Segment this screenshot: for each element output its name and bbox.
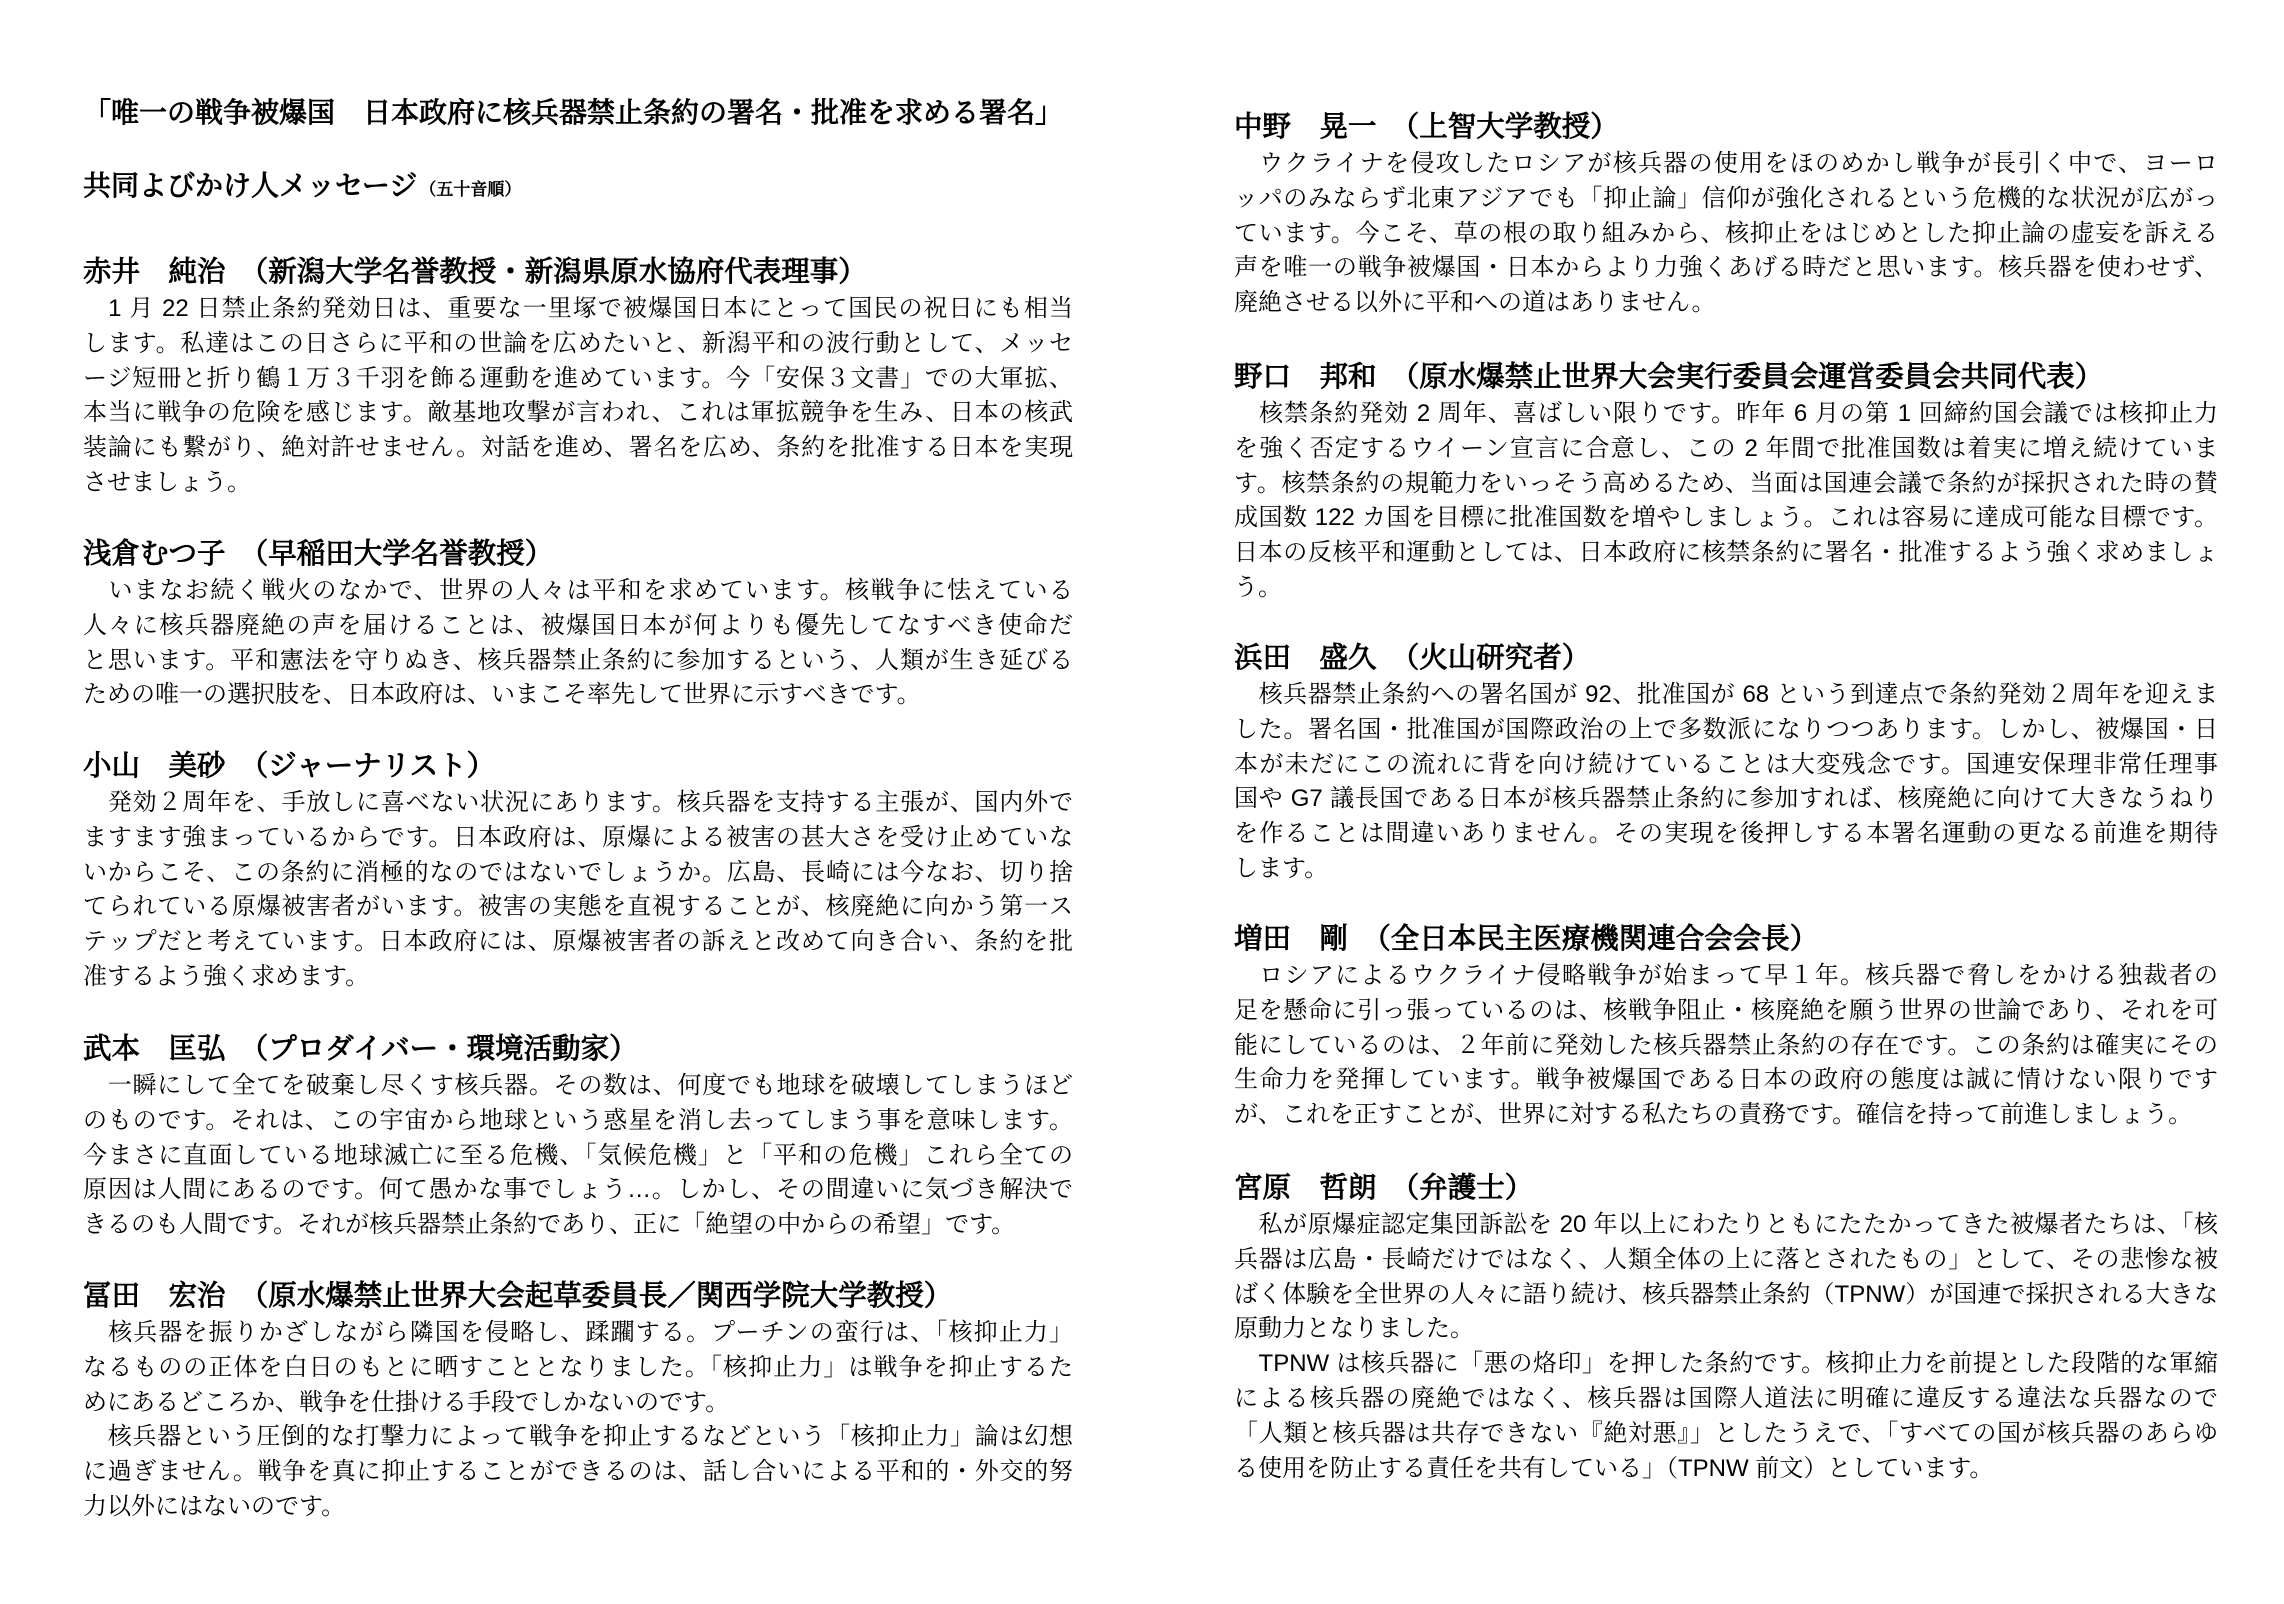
body-line: ための唯一の選択肢を、日本政府は、いまこそ率先して世界に示すべきです。 (83, 681, 921, 709)
body-line: 力以外にはないのです。 (83, 1492, 346, 1520)
body-line: 核兵器という圧倒的な打撃力によって戦争を抑止するなどという「核抑止力」論は幻想 (83, 1423, 1073, 1451)
body-line: 兵器は広島・長崎だけではなく、人類全体の上に落とされたもの」として、その悲惨な被 (1234, 1245, 2218, 1273)
signer-affiliation: （弁護士） (1390, 1172, 1534, 1204)
body-line: めにあるどころか、戦争を仕掛ける手段でしかないのです。 (83, 1388, 730, 1416)
body-line: テップだと考えています。日本政府には、原爆被害者の訴えと改めて向き合い、条約を批 (83, 928, 1073, 956)
body-line: きるのも人間です。それが核兵器禁止条約であり、正に「絶望の中からの希望」です。 (83, 1211, 1016, 1239)
body-line: いまなお続く戦火のなかで、世界の人々は平和を求めています。核戦争に怯えている (83, 577, 1073, 604)
entry-heading (83, 253, 1073, 292)
message-entry (83, 1277, 1073, 1525)
order-note: （五十音順） (419, 180, 522, 199)
body-line: させましょう。 (83, 468, 251, 496)
body-line: ますます強まっているからです。日本政府は、原爆による被害の甚大さを受け止めていな (83, 823, 1073, 851)
signer-name: 武本 匡弘 (83, 1033, 226, 1065)
entry-heading (1234, 1169, 2218, 1208)
entry-heading (1234, 639, 2218, 678)
body-line: う。 (1234, 573, 1282, 601)
body-line: 人々に核兵器廃絶の声を届けることは、被爆国日本が何よりも優先してなすべき使命だ (83, 611, 1073, 639)
entry-heading (1234, 358, 2218, 397)
body-line: を作ることは間違いありません。その実現を後押しする本署名運動の更なる前進を期待 (1234, 820, 2218, 848)
message-entry (1234, 1169, 2218, 1486)
signer-affiliation: （ジャーナリスト） (239, 750, 496, 782)
body-line: 核禁条約発効 2 周年、喜ばしい限りです。昨年 6 月の第 1 回締約国会議では核抑止力 (1234, 400, 2218, 427)
body-line: 国や G7 議長国である日本が核兵器禁止条約に参加すれば、核廃絶に向けて大きなうねり (1234, 785, 2218, 813)
subtitle-text: 共同よびかけ人メッセージ (83, 170, 418, 201)
body-line: 声を唯一の戦争被爆国・日本からより力強くあげる時だと思います。核兵器を使わせず、 (1234, 254, 2218, 282)
body-line: いからこそ、この条約に消極的なのではないでしょうか。広島、長崎には今なお、切り捨 (83, 858, 1073, 886)
body-line: と思います。平和憲法を守りぬき、核兵器禁止条約に参加するという、人類が生き延びる (83, 646, 1073, 674)
body-line: 原因は人間にあるのです。何て愚かな事でしょう…。しかし、その間違いに気づき解決で (83, 1176, 1073, 1204)
body-line: てられている原爆被害者がいます。被害の実態を直視することが、核廃絶に向かう第一ス (83, 893, 1073, 921)
body-line: す。核禁条約の規範力をいっそう高めるため、当面は国連会議で条約が採択された時の賛 (1234, 469, 2218, 497)
signer-affiliation: （新潟大学名誉教授・新潟県原水協府代表理事） (239, 256, 867, 288)
message-entry (83, 535, 1073, 713)
body-line: TPNW は核兵器に「悪の烙印」を押した条約です。核抑止力を前提とした段階的な軍縮 (1234, 1350, 2218, 1378)
body-line: した。署名国・批准国が国際政治の上で多数派になりつつあります。しかし、被爆国・日 (1234, 715, 2218, 743)
signer-name: 小山 美砂 (83, 750, 226, 782)
body-line: 装論にも繋がり、絶対許せません。対話を進め、署名を広め、条約を批准する日本を実現 (83, 434, 1073, 462)
body-line: 生命力を発揮しています。戦争被爆国である日本の政府の態度は誠に情けない限りです (1234, 1066, 2218, 1094)
body-line: に過ぎません。戦争を真に抑止することができるのは、話し合いによる平和的・外交的努 (83, 1458, 1073, 1486)
entry-heading (1234, 108, 2218, 147)
entry-heading (1234, 920, 2218, 959)
body-line: 発効２周年を、手放しに喜べない状況にあります。核兵器を支持する主張が、国内外で (83, 789, 1073, 816)
body-line: 本当に戦争の危険を感じます。敵基地攻撃が言われ、これは軍拡競争を生み、日本の核武 (83, 399, 1073, 427)
body-line: 廃絶させる以外に平和への道はありません。 (1234, 289, 1716, 317)
message-entry (1234, 358, 2218, 606)
signer-affiliation: （原水爆禁止世界大会起草委員長／関西学院大学教授） (239, 1280, 953, 1312)
body-line: ッパのみならず北東アジアでも「抑止論」信仰が強化されるという危機的な状況が広がっ (1234, 184, 2218, 212)
body-line: 核兵器を振りかざしながら隣国を侵略し、蹂躙する。プーチンの蛮行は、「核抑止力」 (83, 1319, 1073, 1346)
body-line: 「人類と核兵器は共存できない『絶対悪』」としたうえで、「すべての国が核兵器のあらゆ (1234, 1419, 2218, 1447)
body-line: ージ短冊と折り鶴１万３千羽を飾る運動を進めています。今「安保３文書」での大軍拡、 (83, 364, 1073, 392)
body-line: 足を懸命に引っ張っているのは、核戦争阻止・核廃絶を願う世界の世論であり、それを可 (1234, 996, 2218, 1024)
body-line: ています。今こそ、草の根の取り組みから、核抑止をはじめとした抑止論の虚妄を訴える (1234, 219, 2218, 247)
entry-heading (83, 747, 1073, 786)
entry-heading (83, 1277, 1073, 1316)
body-line: します。私達はこの日さらに平和の世論を広めたいと、新潟平和の波行動として、メッセ (83, 329, 1073, 357)
body-line: なるものの正体を白日のもとに晒すこととなりました。「核抑止力」は戦争を抑止するた (83, 1353, 1073, 1381)
body-line: ばく体験を全世界の人々に語り続け、核兵器禁止条約（TPNW）が国連で採択される大きな (1234, 1280, 2218, 1308)
body-line: を強く否定するウイーン宣言に合意し、この 2 年間で批准国数は着実に増え続けていま (1234, 434, 2218, 462)
signer-name: 浜田 盛久 (1234, 642, 1377, 674)
signer-affiliation: （プロダイバー・環境活動家） (239, 1033, 638, 1065)
message-entry (83, 253, 1073, 501)
signer-name: 野口 邦和 (1234, 361, 1377, 393)
body-line: 日本の反核平和運動としては、日本政府に核禁条約に署名・批准するよう強く求めましょ (1234, 539, 2218, 567)
document-title: 「唯一の戦争被爆国 日本政府に核兵器禁止条約の署名・批准を求める署名」 (83, 97, 1064, 128)
entry-heading (83, 1030, 1073, 1069)
signer-name: 宮原 哲朗 (1234, 1172, 1377, 1204)
body-line: が、これを正すことが、世界に対する私たちの責務です。確信を持って前進しましょう。 (1234, 1101, 2193, 1129)
body-line: 原動力となりました。 (1234, 1315, 1474, 1343)
message-entry (83, 1030, 1073, 1243)
signer-affiliation: （全日本民主医療機関連合会会長） (1362, 923, 1819, 955)
body-line: 私が原爆症認定集団訴訟を 20 年以上にわたりともにたたかってきた被爆者たちは、「核 (1234, 1211, 2218, 1238)
body-line: ウクライナを侵攻したロシアが核兵器の使用をほのめかし戦争が長引く中で、ヨーロ (1234, 150, 2218, 177)
body-line: 1 月 22 日禁止条約発効日は、重要な一里塚で被爆国日本にとって国民の祝日にも相当 (83, 295, 1073, 322)
signer-name: 赤井 純治 (83, 256, 226, 288)
document-subtitle (83, 166, 521, 210)
signer-name: 増田 剛 (1234, 923, 1349, 955)
signer-name: 浅倉むつ子 (83, 538, 226, 570)
signer-affiliation: （火山研究者） (1390, 642, 1591, 674)
body-line: 核兵器禁止条約への署名国が 92、批准国が 68 という到達点で条約発効２周年を迎えま (1234, 681, 2218, 708)
body-line: 成国数 122 カ国を目標に批准国数を増やしましょう。これは容易に達成可能な目標です。 (1234, 504, 2218, 532)
body-line: のものです。それは、この宇宙から地球という惑星を消し去ってしまう事を意味します。 (83, 1106, 1073, 1134)
message-entry (1234, 108, 2218, 321)
signer-affiliation: （上智大学教授） (1390, 111, 1619, 143)
entry-heading (83, 535, 1073, 574)
body-line: します。 (1234, 854, 1329, 882)
signer-affiliation: （原水爆禁止世界大会実行委員会運営委員会共同代表） (1390, 361, 2104, 393)
message-entry (1234, 639, 2218, 887)
body-line: ロシアによるウクライナ侵略戦争が始まって早１年。核兵器で脅しをかける独裁者の (1234, 962, 2218, 989)
message-entry (1234, 920, 2218, 1133)
signer-affiliation: （早稲田大学名誉教授） (239, 538, 554, 570)
body-line: 能にしているのは、２年前に発効した核兵器禁止条約の存在です。この条約は確実にその (1234, 1031, 2218, 1059)
body-line: 准するよう強く求めます。 (83, 962, 370, 990)
signer-name: 中野 晃一 (1234, 111, 1377, 143)
body-line: 本が未だにこの流れに背を向け続けていることは大変残念です。国連安保理非常任理事 (1234, 750, 2218, 778)
body-line: 一瞬にして全てを破棄し尽くす核兵器。その数は、何度でも地球を破壊してしまうほど (83, 1072, 1073, 1099)
message-entry (83, 747, 1073, 995)
body-line: る使用を防止する責任を共有している」（TPNW 前文）としています。 (1234, 1454, 1994, 1482)
body-line: 今まさに直面している地球滅亡に至る危機、「気候危機」と「平和の危機」これら全ての (83, 1141, 1073, 1169)
body-line: による核兵器の廃絶ではなく、核兵器は国際人道法に明確に違反する違法な兵器なので (1234, 1384, 2218, 1412)
signer-name: 冨田 宏治 (83, 1280, 226, 1312)
